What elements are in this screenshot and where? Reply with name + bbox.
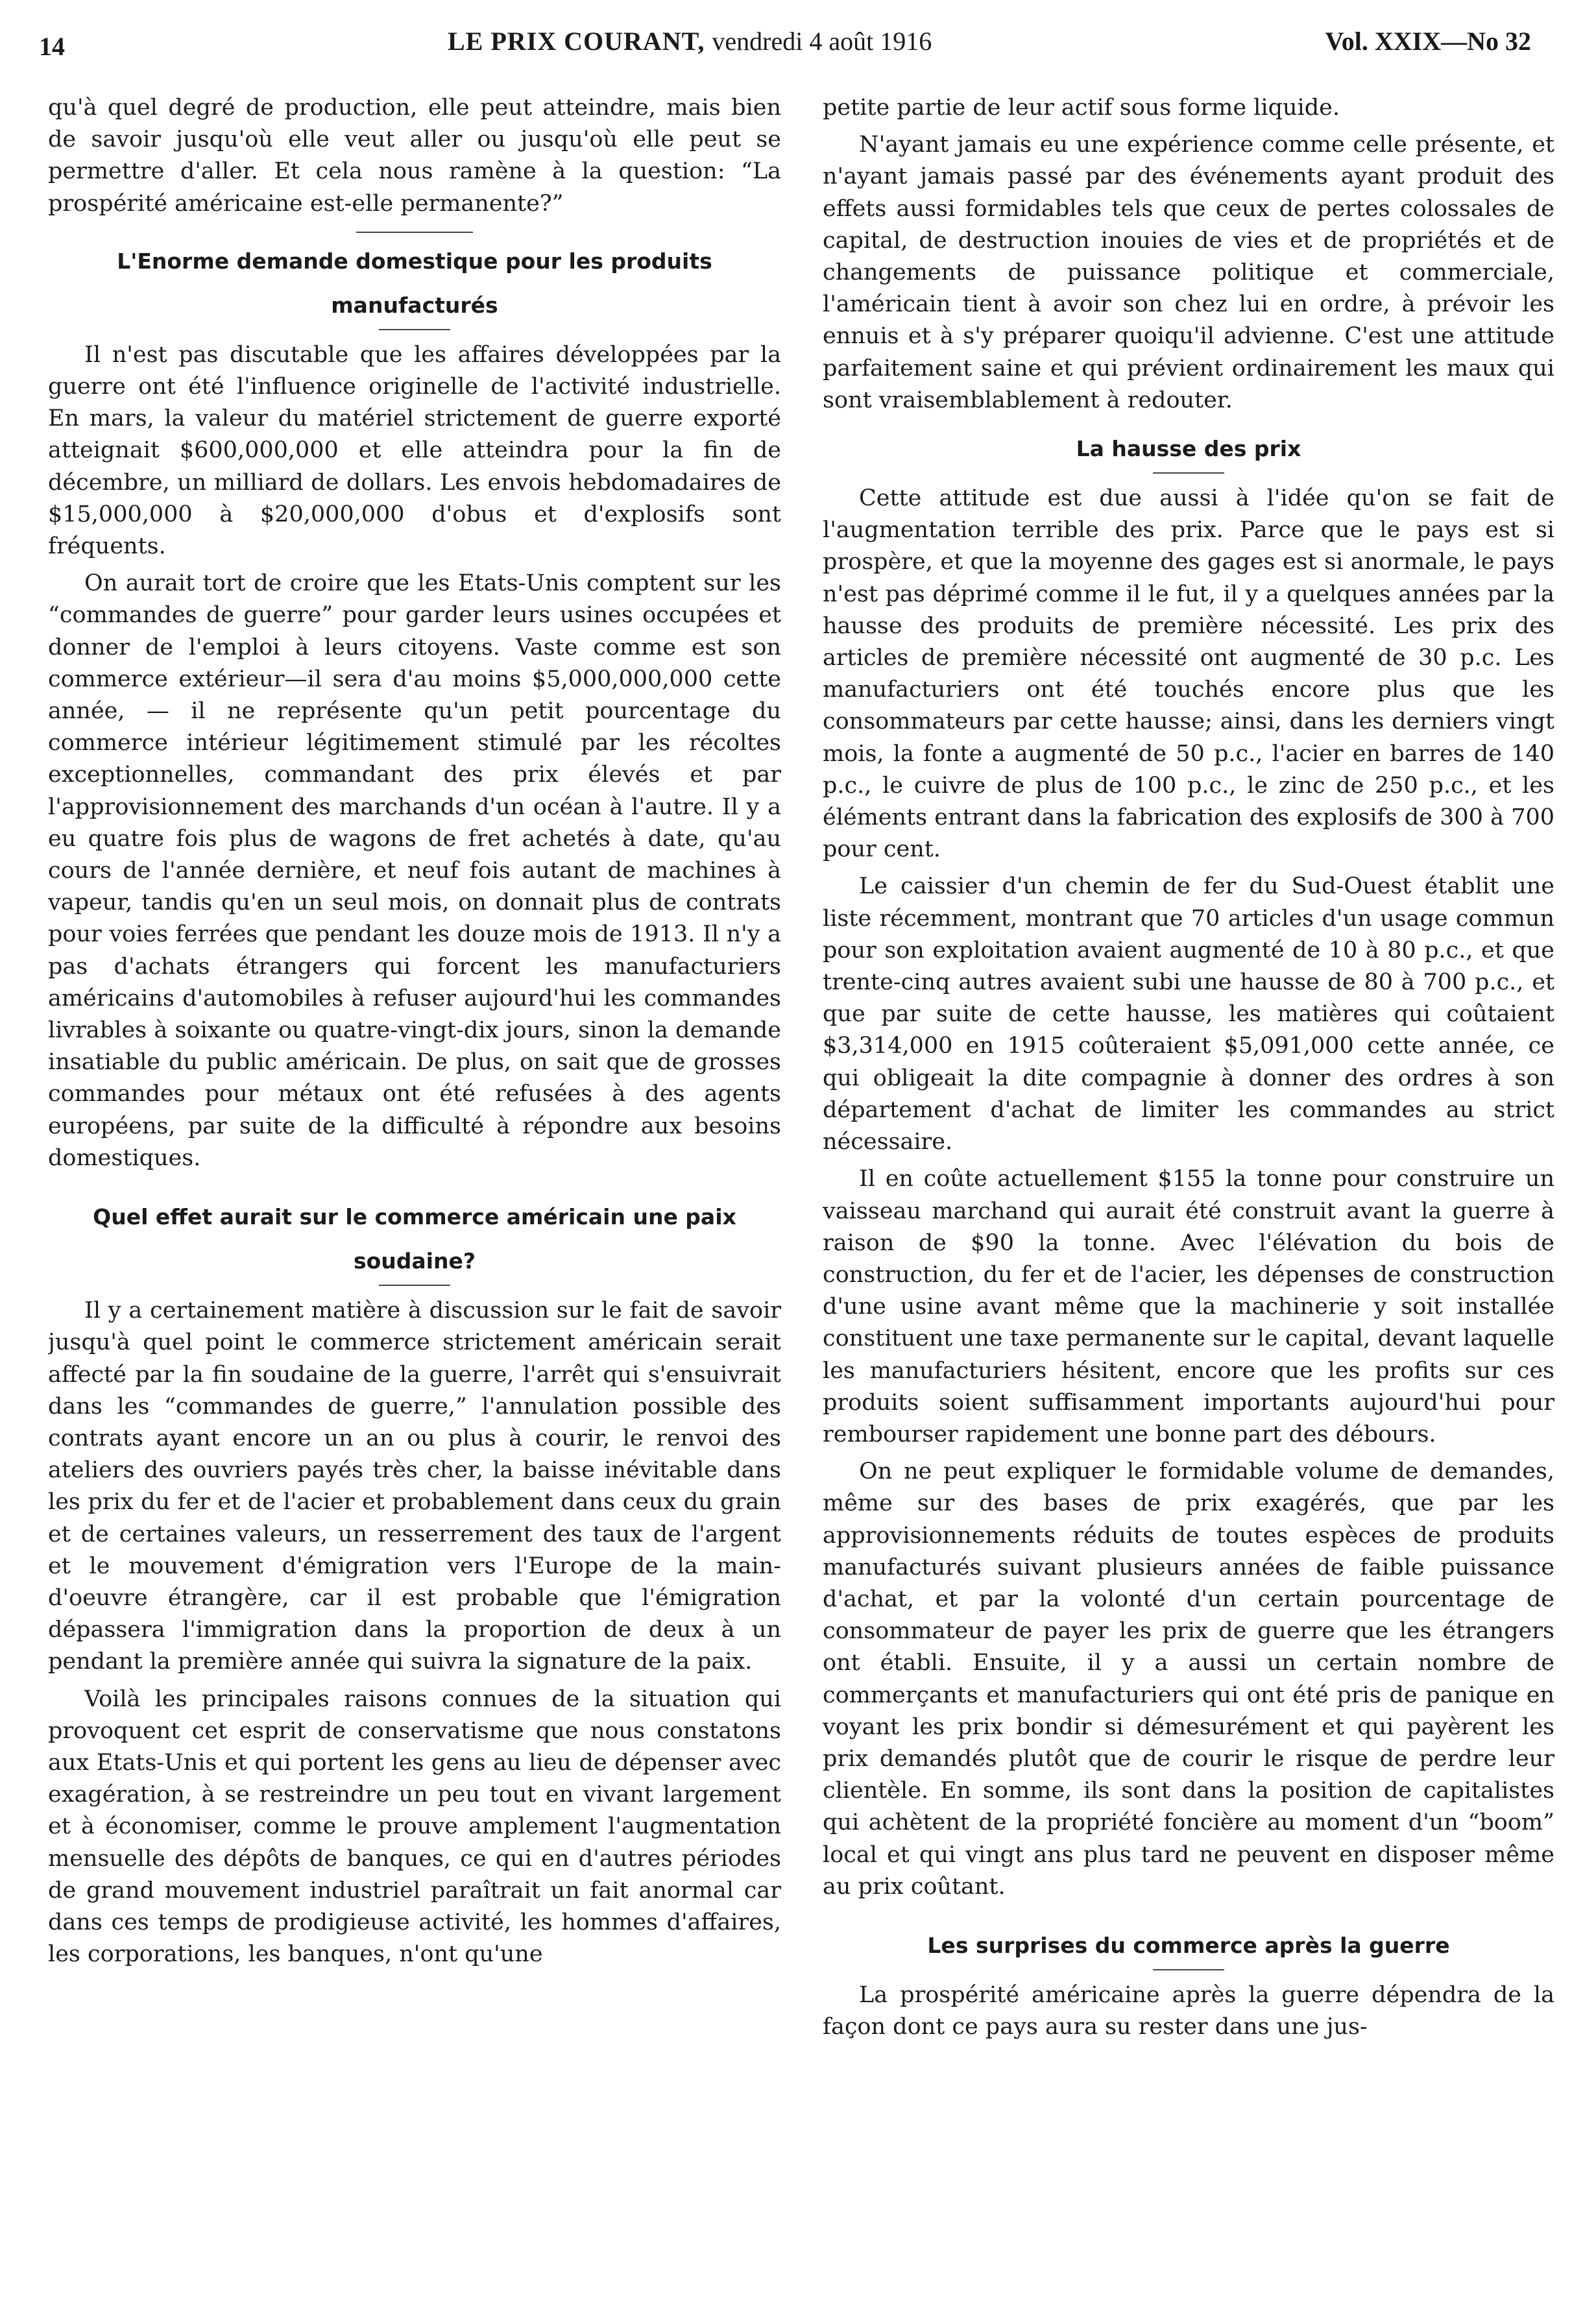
left-column: [48, 92, 781, 2311]
paragraph: Le caissier d'un chemin de fer du Sud-Ouest établit une liste récemment, montrant que 70 articles d'un usage commun pour son exploitation avaient augmenté de 10 à 80 p.c., et que trente-cinq autres avaient subi une hausse de 80 à 700 p.c., et que par suite de cette hausse, les matières qui coûtaient $3,314,000 en 1915 coûteraient $5,091,000 cette année, ce qui obligeait la dite compagnie à donner des ordres à son département d'achat de limiter les commandes au strict nécessaire.: [823, 873, 1554, 1156]
paragraph: Voilà les principales raisons connues de la situation qui provoquent cet esprit de conservatisme que nous constatons aux Etats-Unis et qui portent les gens au lieu de dépenser avec exagération, à se restreindre un peu tout en vivant largement et à économiser, comme le prouve amplement l'augmentation mensuelle des dépôts de banques, ce qui en d'autres périodes de grand mouvement industriel paraîtrait un fait anormal car dans ces temps de prodigieuse activité, les hommes d'affaires, les corporations, les banques, n'ont qu'une: [48, 1686, 781, 1968]
section-heading-continuation: manufacturés: [331, 292, 498, 318]
divider: [379, 1285, 450, 1286]
paragraph: On aurait tort de croire que les Etats-Unis comptent sur les “commandes de guerre” pour garder leurs usines occupées et donner de l'emploi à leurs citoyens. Vaste comme est son commerce extérieur—il sera d'au moins $5,000,000,000 cette année, — il ne représente qu'un petit pourcentage du commerce intérieur légitimement stimulé par les récoltes exceptionnelles, commandant des prix élevés et par l'approvisionnement des marchands d'un océan à l'autre. Il y a eu quatre fois plus de wagons de fret achetés à date, qu'au cours de l'année dernière, et neuf fois autant de machines à vapeur, tandis qu'en un seul mois, on donnait plus de contrats pour voies ferrées que pendant les douze mois de 1913. Il n'y a pas d'achats étrangers qui forcent les manufacturiers américains d'automobiles à refuser aujourd'hui les commandes livrables à soixante ou quatre-vingt-dix jours, sinon la demande insatiable du public américain. De plus, on sait que de grosses commandes pour métaux ont été refusées à des agents européens, par suite de la difficulté à répondre aux besoins domestiques.: [48, 570, 781, 1171]
paragraph: Cette attitude est due aussi à l'idée qu'on se fait de l'augmentation terrible des prix. Parce que le pays est si prospère, et que la moyenne des gages est si anormale, le pays n'est pas déprimé comme il le fut, il y a quelques années par la hausse des produits de première nécessité. Les prix des articles de première nécessité ont augmenté de 30 p.c. Les manufacturiers ont été touchés encore plus que les consommateurs par cette hausse; ainsi, dans les derniers vingt mois, la fonte a augmenté de 50 p.c., l'acier en barres de 140 p.c., le cuivre de plus de 100 p.c., le zinc de 250 p.c., et les éléments entrant dans la fabrication des explosifs de 300 à 700 pour cent.: [823, 485, 1554, 863]
section-heading: Quel effet aurait sur le commerce américain une paix: [93, 1204, 736, 1230]
paragraph: petite partie de leur actif sous forme liquide.: [823, 95, 1340, 121]
page-number: 14: [39, 32, 65, 61]
section-heading: L'Enorme demande domestique pour les produits: [117, 248, 712, 274]
publication-name: LE PRIX COURANT,: [448, 27, 705, 56]
paragraph: N'ayant jamais eu une expérience comme celle présente, et n'ayant jamais passé par des événements ayant produit des effets aussi formidables tels que ceux de pertes colossales de capital, de destruction inouies de vies et de propriétés et de changements de puissance politique et commerciale, l'américain tient à avoir son chez lui en ordre, à prévoir les ennuis et à s'y préparer quoiqu'il advienne. C'est une attitude parfaitement saine et qui prévient ordinairement les maux qui sont vraisemblablement à redouter.: [823, 132, 1554, 413]
volume-number: Vol. XXIX—No 32: [1325, 27, 1531, 56]
section-heading: La hausse des prix: [1076, 436, 1301, 462]
paragraph: Il en coûte actuellement $155 la tonne pour construire un vaisseau marchand qui aurait été construit avant la guerre à raison de $90 la tonne. Avec l'élévation du bois de construction, du fer et de l'acier, les dépenses de construction d'une usine avant même que la machinerie y soit installée constituent une taxe permanente sur le capital, devant laquelle les manufacturiers hésitent, encore que les profits sur ces produits soient suffisamment importants aujourd'hui pour rembourser rapidement une bonne part des débours.: [823, 1166, 1554, 1447]
issue-date: vendredi 4 août 1916: [712, 27, 932, 56]
paragraph: Il y a certainement matière à discussion sur le fait de savoir jusqu'à quel point le commerce strictement américain serait affecté par la fin soudaine de la guerre, l'arrêt qui s'ensuivrait dans les “commandes de guerre,” l'annulation possible des contrats ayant encore un an ou plus à courir, le renvoi des ateliers des ouvriers payés très cher, la baisse inévitable dans les prix du fer et de l'acier et probablement dans ceux du grain et de certaines valeurs, un resserrement des taux de l'argent et le mouvement d'émigration vers l'Europe de la main-d'oeuvre étrangère, car il est probable que l'émigration dépassera l'immigration dans la proportion de deux à un pendant la première année qui suivra la signature de la paix.: [48, 1298, 781, 1675]
paragraph: Il n'est pas discutable que les affaires développées par la guerre ont été l'influence originelle de l'activité industrielle. En mars, la valeur du matériel strictement de guerre exporté atteignait $600,000,000 et elle atteindra pour la fin de décembre, un milliard de dollars. Les envois hebdomadaires de $15,000,000 à $20,000,000 d'obus et d'explosifs sont fréquents.: [48, 341, 781, 560]
divider: [1153, 472, 1224, 474]
right-column: [823, 92, 1554, 2311]
paragraph: qu'à quel degré de production, elle peut atteindre, mais bien de savoir jusqu'où elle veut aller ou jusqu'où elle peut se permettre d'aller. Et cela nous ramène à la question: “La prospérité américaine est-elle permanente?”: [48, 95, 781, 217]
running-head: [0, 0, 1596, 71]
section-heading: Les surprises du commerce après la guerre: [927, 1932, 1450, 1958]
masthead: [448, 26, 932, 56]
divider: [1153, 1969, 1224, 1970]
paragraph: On ne peut expliquer le formidable volume de demandes, même sur des bases de prix exagérés, que par les approvisionnements réduits de toutes espèces de produits manufacturés suivant plusieurs années de faible puissance d'achat, et par la volonté d'un certain pourcentage de consommateur de payer les prix de guerre que les étrangers ont établi. Ensuite, il y a aussi un certain nombre de commerçants et manufacturiers qui ont été pris de panique en voyant les prix bondir si démesurément et qui payèrent les prix demandés plutôt que de courir le risque de perdre leur clientèle. En somme, ils sont dans la position de capitalistes qui achètent de la propriété foncière au moment d'un “boom” local et qui vingt ans plus tard ne peuvent en disposer même au prix coûtant.: [823, 1459, 1554, 1900]
divider: [379, 329, 450, 330]
section-heading-continuation: soudaine?: [353, 1248, 476, 1274]
paragraph: La prospérité américaine après la guerre dépendra de la façon dont ce pays aura su rester dans une jus-: [823, 1981, 1554, 2040]
divider: [356, 232, 473, 233]
